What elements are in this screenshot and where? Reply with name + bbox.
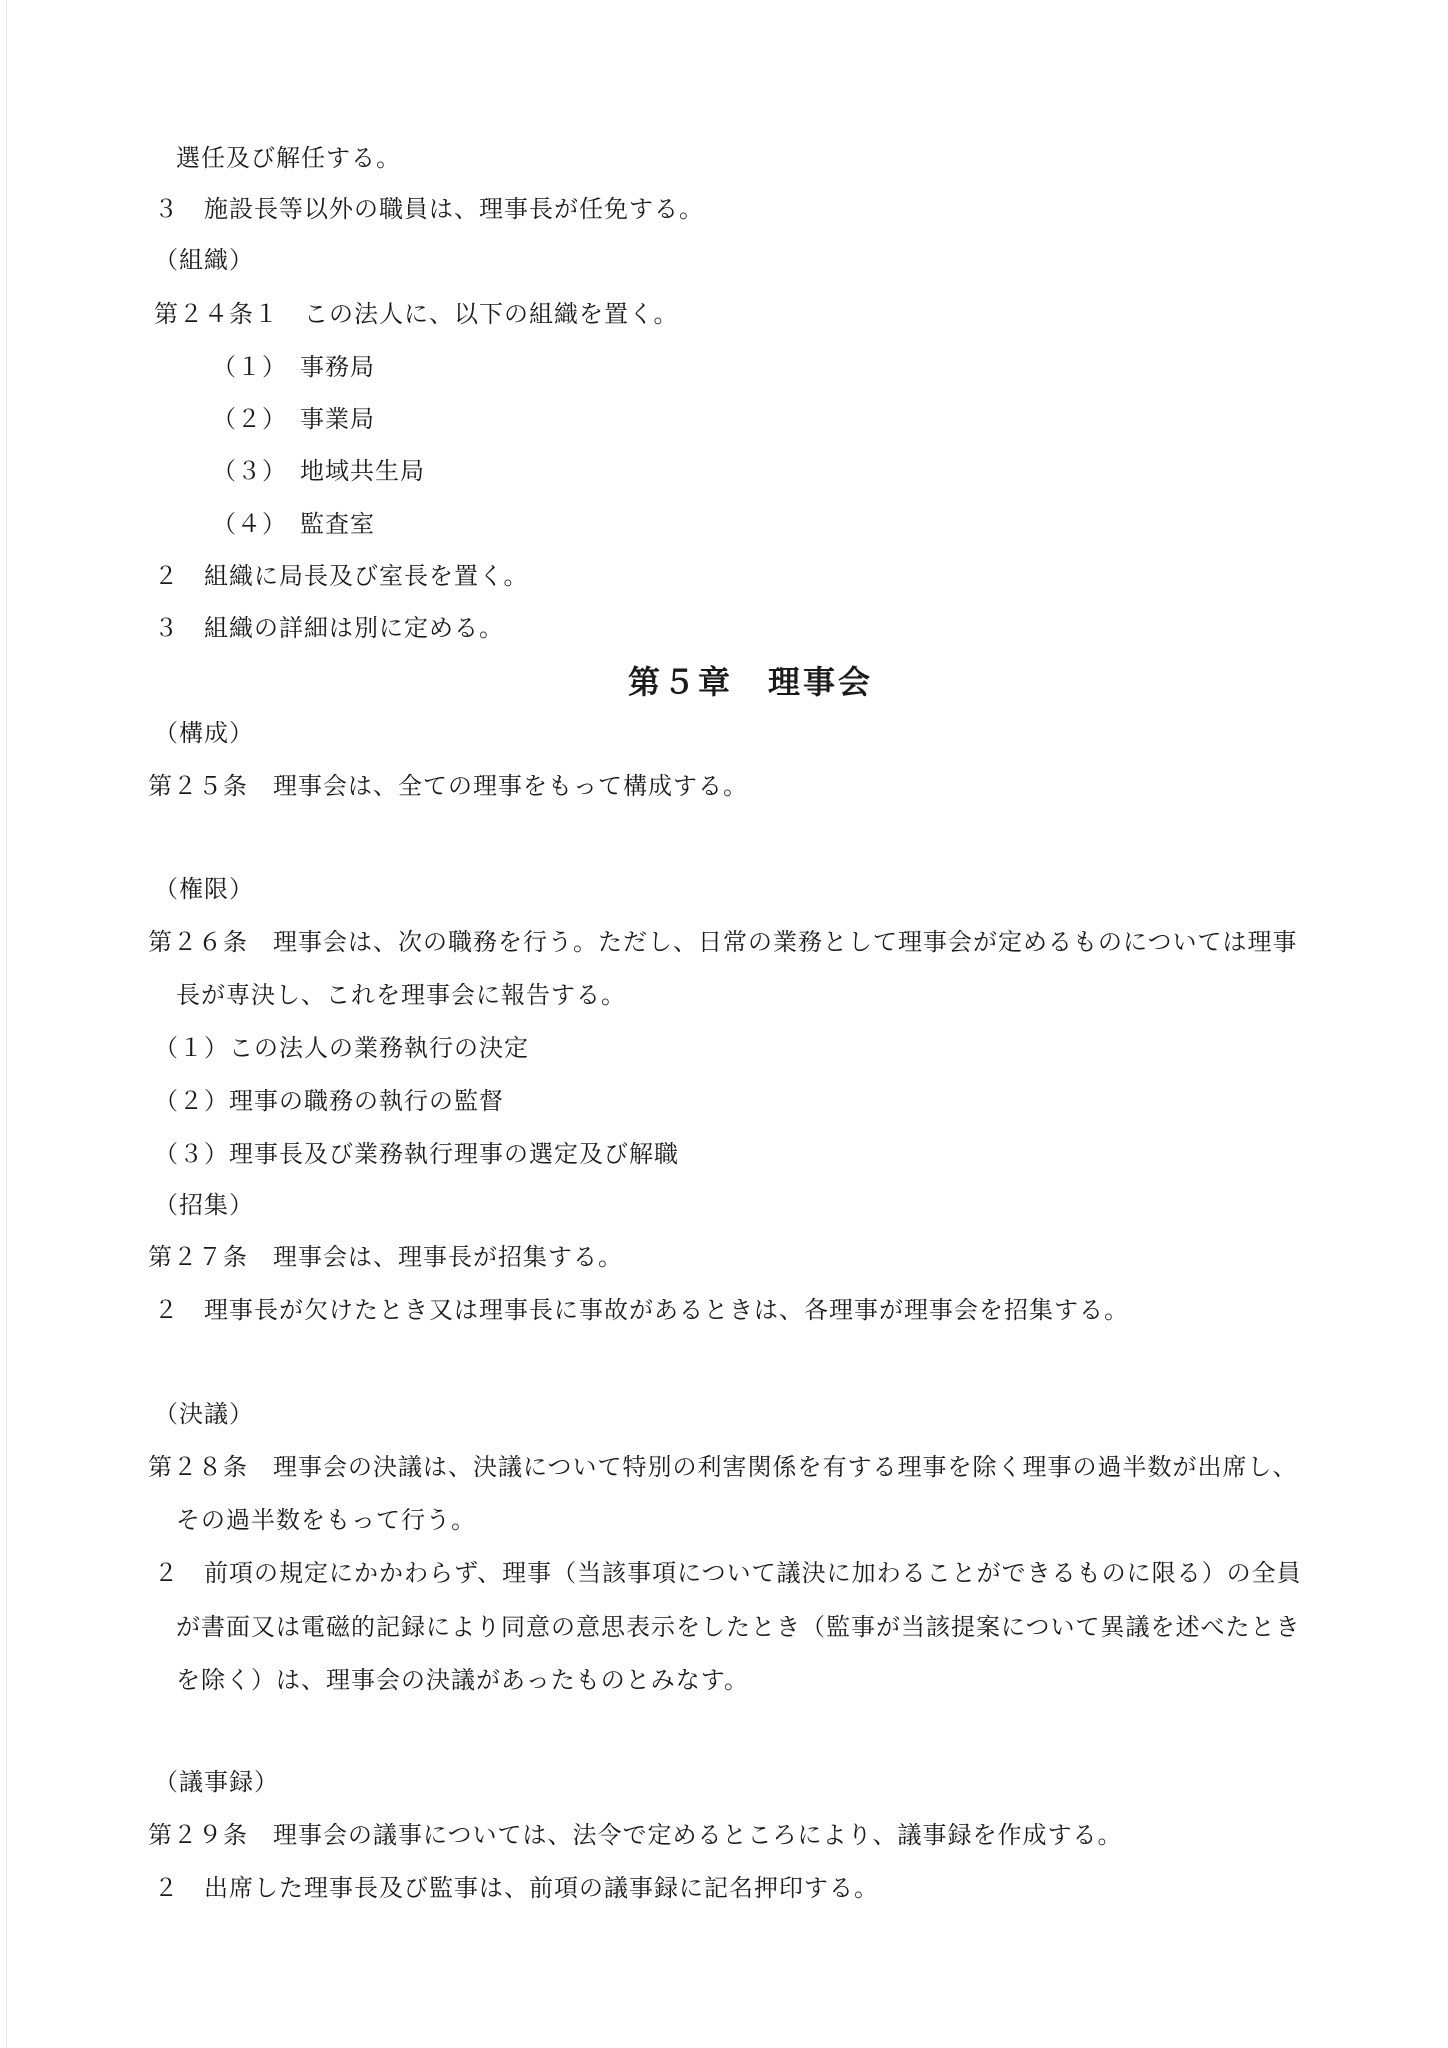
article-caption: （議事録） (154, 1768, 279, 1796)
list-item: （２） 事業局 (212, 405, 375, 433)
text-line: ２ 理事長が欠けたとき又は理事長に事故があるときは、各理事が理事会を招集する。 (154, 1296, 1129, 1324)
list-item: （１） 事務局 (212, 353, 375, 381)
list-item: （３）理事長及び業務執行理事の選定及び解職 (154, 1140, 679, 1168)
article-caption: （組織） (154, 246, 254, 274)
list-item: （１）この法人の業務執行の決定 (154, 1034, 529, 1062)
article-caption: （権限） (154, 875, 254, 903)
text-line: ３ 組織の詳細は別に定める。 (154, 614, 504, 642)
text-line: 選任及び解任する。 (176, 144, 401, 172)
article-line: 第２７条 理事会は、理事長が招集する。 (148, 1243, 623, 1271)
article-line: 第２８条 理事会の決議は、決議について特別の利害関係を有する理事を除く理事の過半数が出席し、 (148, 1453, 1298, 1481)
text-line: その過半数をもって行う。 (176, 1506, 476, 1534)
article-line: 第２５条 理事会は、全ての理事をもって構成する。 (148, 772, 748, 800)
text-line: 長が専決し、これを理事会に報告する。 (176, 981, 626, 1009)
article-line: 第２４条１ この法人に、以下の組織を置く。 (154, 300, 679, 328)
text-line: が書面又は電磁的記録により同意の意思表示をしたとき（監事が当該提案について異議を述べたとき (176, 1613, 1301, 1641)
chapter-heading: 第５章 理事会 (628, 663, 874, 701)
text-line: ３ 施設長等以外の職員は、理事長が任免する。 (154, 195, 704, 223)
text-line: ２ 前項の規定にかかわらず、理事（当該事項について議決に加わることができるものに限る）の全員 (154, 1559, 1302, 1587)
page-edge (6, 0, 7, 2048)
text-line: ２ 出席した理事長及び監事は、前項の議事録に記名押印する。 (154, 1874, 879, 1902)
list-item: （２）理事の職務の執行の監督 (154, 1087, 504, 1115)
article-line: 第２９条 理事会の議事については、法令で定めるところにより、議事録を作成する。 (148, 1821, 1123, 1849)
list-item: （４） 監査室 (212, 510, 375, 538)
article-line: 第２６条 理事会は、次の職務を行う。ただし、日常の業務として理事会が定めるものについては理事 (148, 928, 1298, 956)
list-item: （３） 地域共生局 (212, 457, 425, 485)
article-caption: （招集） (154, 1191, 254, 1219)
text-line: を除く）は、理事会の決議があったものとみなす。 (176, 1666, 749, 1694)
article-caption: （構成） (154, 719, 254, 747)
text-line: ２ 組織に局長及び室長を置く。 (154, 562, 529, 590)
article-caption: （決議） (154, 1400, 254, 1428)
